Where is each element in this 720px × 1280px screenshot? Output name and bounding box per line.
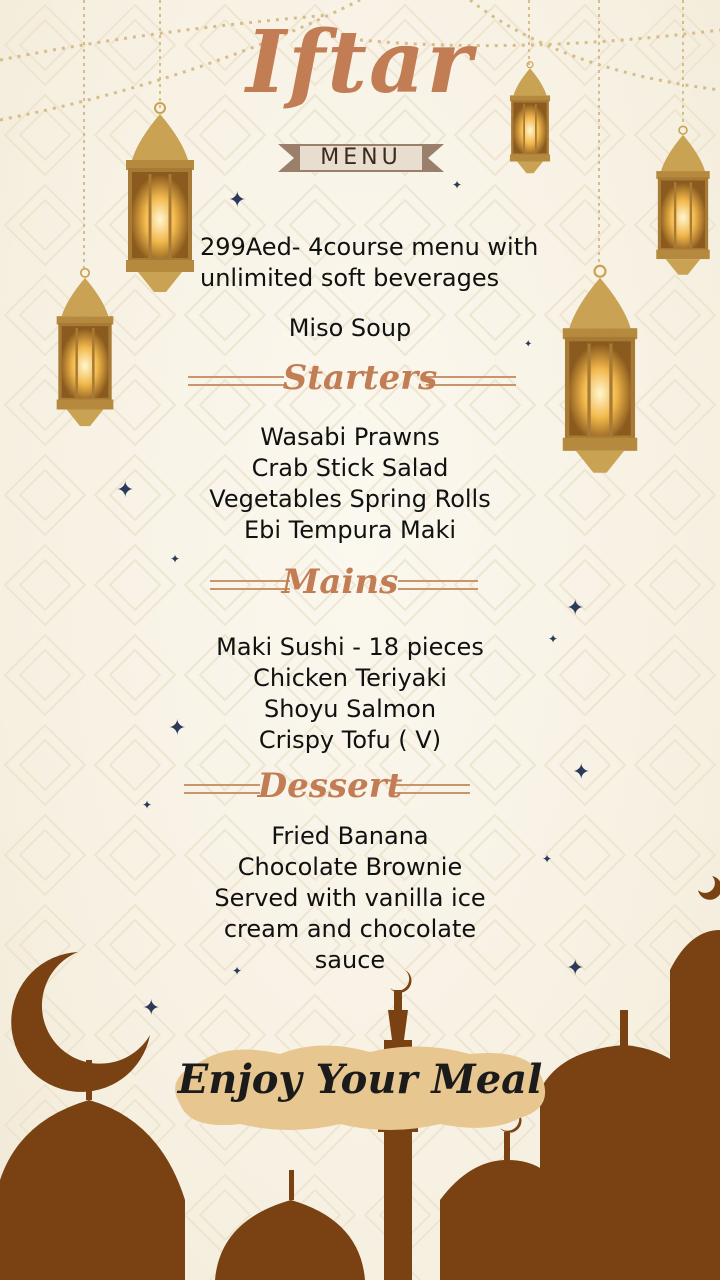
footer-message: Enjoy Your Meal <box>177 1056 543 1103</box>
menu-item: sauce <box>314 946 386 974</box>
section-heading-dessert <box>180 764 540 808</box>
menu-item: cream and chocolate <box>223 915 477 943</box>
sparkle-star-icon: ✦ <box>524 339 533 350</box>
sparkle-star-icon: ✦ <box>142 996 161 1021</box>
sparkle-star-icon: ✦ <box>548 632 559 646</box>
menu-item: Wasabi Prawns <box>260 423 440 451</box>
menu-item: Ebi Tempura Maki <box>243 516 457 544</box>
soup-item: Miso Soup <box>288 314 412 342</box>
sparkle-star-icon: ✦ <box>452 178 463 192</box>
page-title: Iftar <box>246 12 474 113</box>
sparkle-star-icon: ✦ <box>232 964 243 978</box>
menu-item: Served with vanilla ice <box>214 884 486 912</box>
sparkle-star-icon: ✦ <box>142 798 153 812</box>
sparkle-star-icon: ✦ <box>170 552 181 566</box>
hanging-lantern-icon <box>118 100 202 300</box>
menu-intro <box>200 232 580 294</box>
section-heading-label: Mains <box>281 562 399 602</box>
crescent-moon-icon <box>11 952 150 1092</box>
intro-line: unlimited soft beverages <box>200 264 500 292</box>
section-heading-mains <box>180 560 540 604</box>
hanging-lantern-icon <box>650 120 716 285</box>
menu-item: Vegetables Spring Rolls <box>209 485 491 513</box>
sparkle-star-icon: ✦ <box>168 716 187 741</box>
menu-item: Crab Stick Salad <box>251 454 449 482</box>
sparkle-star-icon: ✦ <box>566 596 585 621</box>
menu-item: Chocolate Brownie <box>237 853 463 881</box>
sparkle-star-icon: ✦ <box>228 188 247 213</box>
menu-item: Chicken Teriyaki <box>253 664 447 692</box>
hanging-lantern-icon <box>50 262 120 437</box>
sparkle-star-icon: ✦ <box>116 478 135 503</box>
section-heading-starters <box>180 356 540 400</box>
menu-item: Maki Sushi - 18 pieces <box>216 633 484 661</box>
section-heading-label: Dessert <box>257 766 403 806</box>
sparkle-star-icon: ✦ <box>566 956 585 981</box>
section-heading-label: Starters <box>282 358 438 398</box>
menu-item: Crispy Tofu ( V) <box>258 726 442 754</box>
menu-item: Shoyu Salmon <box>263 695 437 723</box>
menu-item: Fried Banana <box>271 822 429 850</box>
section-items-starters <box>160 422 540 546</box>
section-items-mains <box>160 632 540 756</box>
intro-line: 299Aed- 4course menu with <box>200 233 539 261</box>
menu-subtitle: MENU <box>320 145 402 170</box>
sparkle-star-icon: ✦ <box>542 852 553 866</box>
sparkle-star-icon: ✦ <box>572 760 591 785</box>
